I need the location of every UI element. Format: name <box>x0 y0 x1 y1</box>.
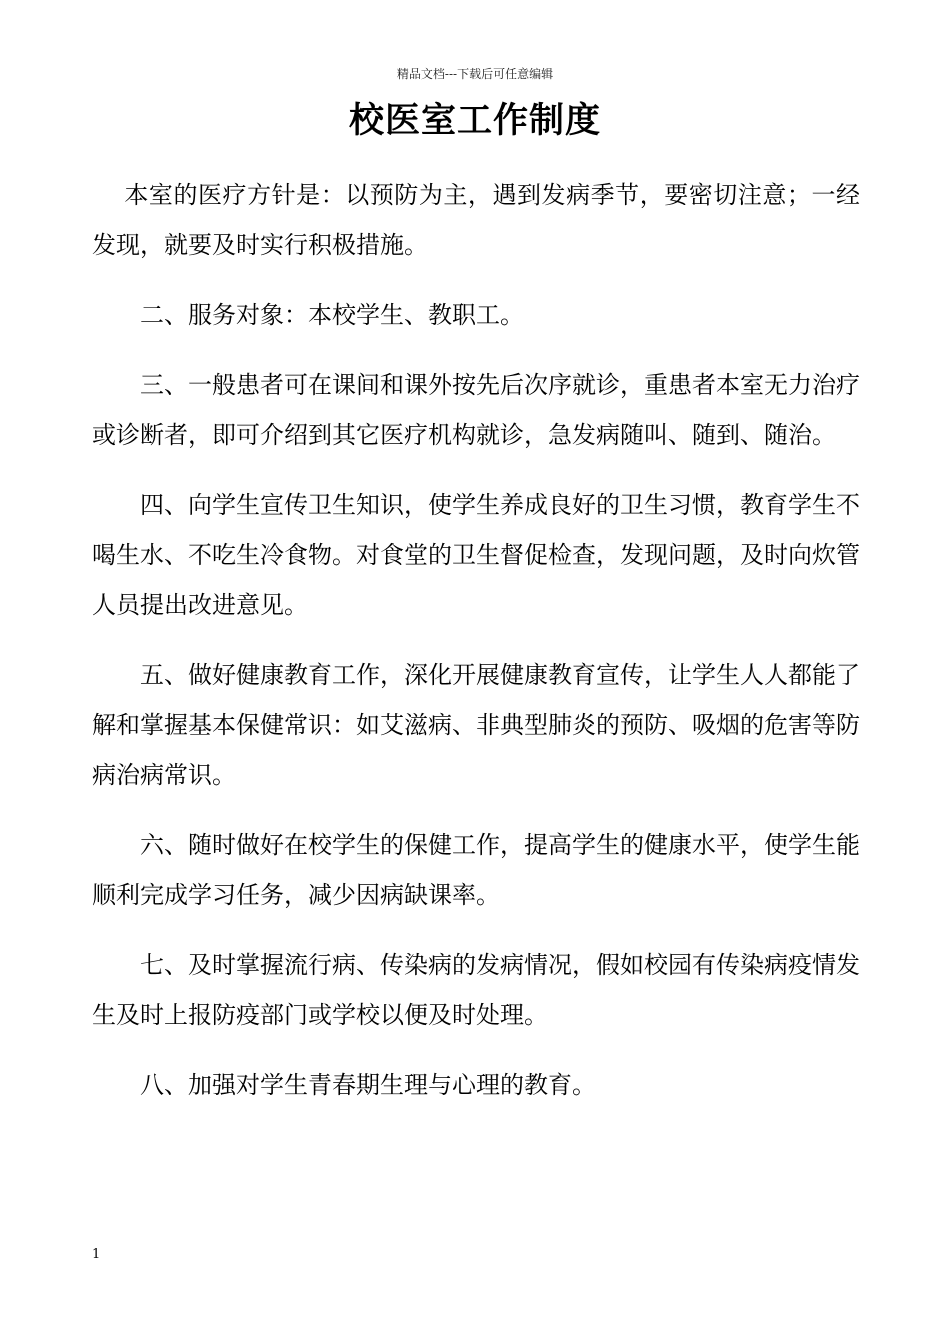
document-body <box>92 170 860 1130</box>
paragraph-6: 六、随时做好在校学生的保健工作，提高学生的健康水平，使学生能顺利完成学习任务，减少因病缺课率。 <box>92 831 860 909</box>
paragraph-3: 三、一般患者可在课间和课外按先后次序就诊，重患者本室无力治疗或诊断者，即可介绍到其它医疗机构就诊，急发病随叫、随到、随治。 <box>92 371 860 449</box>
paragraph-7: 七、及时掌握流行病、传染病的发病情况，假如校园有传染病疫情发生及时上报防疫部门或学校以便及时处理。 <box>92 951 860 1029</box>
paragraph-policy: 本室的医疗方针是：以预防为主，遇到发病季节，要密切注意；一经发现，就要及时实行积极措施。 <box>92 181 860 259</box>
paragraph-8: 八、加强对学生青春期生理与心理的教育。 <box>140 1071 596 1099</box>
page-number: 1 <box>92 1247 101 1262</box>
paragraph-4: 四、向学生宣传卫生知识，使学生养成良好的卫生习惯，教育学生不喝生水、不吃生冷食物。对食堂的卫生督促检查，发现问题，及时向炊管人员提出改进意见。 <box>92 491 860 619</box>
paragraph-5: 五、做好健康教育工作，深化开展健康教育宣传，让学生人人都能了解和掌握基本保健常识：如艾滋病、非典型肺炎的预防、吸烟的危害等防病治病常识。 <box>92 661 860 789</box>
header-note: 精品文档---下载后可任意编辑 <box>396 67 554 81</box>
paragraph-2: 二、服务对象：本校学生、教职工。 <box>140 301 524 329</box>
document-title: 校医室工作制度 <box>348 100 601 141</box>
